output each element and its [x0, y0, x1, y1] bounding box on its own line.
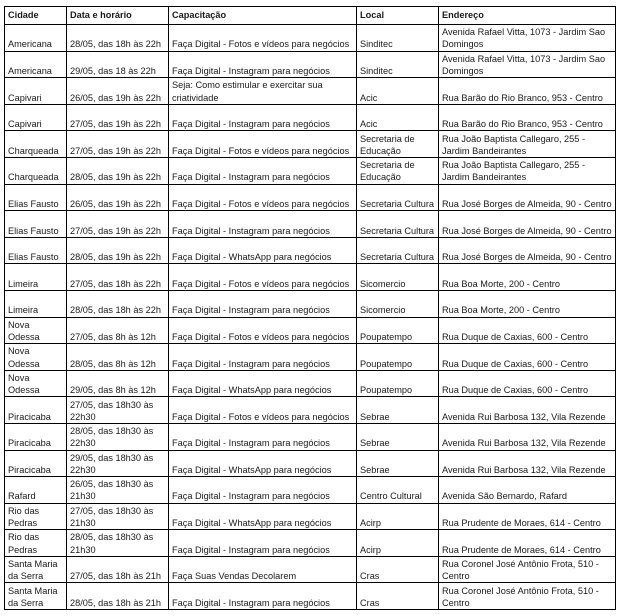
cell-capacitacao: Faça Digital - Fotos e vídeos para negócios: [169, 264, 357, 291]
cell-data-horario: 27/05, das 18h às 22h: [67, 264, 169, 291]
cell-data-horario: 27/05, das 8h às 12h: [67, 317, 169, 344]
cell-local: Sicomercio: [357, 290, 439, 317]
cell-capacitacao: Faça Digital - Instagram para negócios: [169, 583, 357, 610]
cell-cidade: Capivari: [5, 78, 67, 105]
cell-endereco: Rua José Borges de Almeida, 90 - Centro: [439, 237, 616, 264]
cell-data-horario: 27/05, das 19h às 22h: [67, 211, 169, 238]
cell-cidade: Nova Odessa: [5, 370, 67, 397]
cell-cidade: Santa Maria da Serra: [5, 583, 67, 610]
cell-endereco: Rua Duque de Caxias, 600 - Centro: [439, 317, 616, 344]
table-row: [5, 317, 616, 344]
cell-local: Sinditec: [357, 25, 439, 52]
table-row: [5, 290, 616, 317]
cell-data-horario: 27/05, das 19h às 22h: [67, 104, 169, 131]
cell-endereco: Avenida Rui Barbosa 132, Vila Rezende: [439, 397, 616, 424]
cell-endereco: Avenida Rui Barbosa 132, Vila Rezende: [439, 450, 616, 477]
cell-local: Secretaria Cultura: [357, 184, 439, 211]
cell-local: Sebrae: [357, 450, 439, 477]
cell-capacitacao: Faça Digital - Instagram para negócios: [169, 51, 357, 78]
cell-capacitacao: Faça Digital - Fotos e vídeos para negócios: [169, 25, 357, 52]
cell-endereco: Rua João Baptista Callegaro, 255 - Jardim Bandeirantes: [439, 157, 616, 184]
cell-capacitacao: Faça Digital - Fotos e vídeos para negócios: [169, 131, 357, 158]
cell-cidade: Americana: [5, 25, 67, 52]
cell-cidade: Rafard: [5, 477, 67, 504]
cell-cidade: Nova Odessa: [5, 344, 67, 371]
cell-data-horario: 29/05, das 8h às 12h: [67, 370, 169, 397]
cell-capacitacao: Faça Digital - WhatsApp para negócios: [169, 503, 357, 530]
cell-capacitacao: Faça Digital - Instagram para negócios: [169, 104, 357, 131]
cell-capacitacao: Seja: Como estimular e exercitar sua criatividade: [169, 78, 357, 105]
cell-cidade: Piracicaba: [5, 397, 67, 424]
cell-capacitacao: Faça Digital - Fotos e vídeos para negócios: [169, 317, 357, 344]
table-row: [5, 344, 616, 371]
cell-capacitacao: Faça Digital - Instagram para negócios: [169, 290, 357, 317]
table-header-row: [5, 7, 616, 25]
table-row: [5, 51, 616, 78]
cell-local: Secretaria de Educação: [357, 157, 439, 184]
cell-cidade: Charqueada: [5, 157, 67, 184]
cell-local: Centro Cultural: [357, 477, 439, 504]
cell-endereco: Rua João Baptista Callegaro, 255 - Jardim Bandeirantes: [439, 131, 616, 158]
cell-capacitacao: Faça Suas Vendas Decolarem: [169, 556, 357, 583]
table-row: [5, 370, 616, 397]
cell-data-horario: 28/05, das 19h às 22h: [67, 157, 169, 184]
table-row: [5, 104, 616, 131]
cell-data-horario: 26/05, das 19h às 22h: [67, 78, 169, 105]
table-row: [5, 264, 616, 291]
cell-cidade: Santa Maria da Serra: [5, 556, 67, 583]
cell-cidade: Capivari: [5, 104, 67, 131]
cell-cidade: Piracicaba: [5, 450, 67, 477]
cell-data-horario: 28/05, das 8h às 12h: [67, 344, 169, 371]
cell-data-horario: 27/05, das 18h30 às 22h30: [67, 397, 169, 424]
cell-capacitacao: Faça Digital - Instagram para negócios: [169, 344, 357, 371]
cell-capacitacao: Faça Digital - WhatsApp para negócios: [169, 370, 357, 397]
cell-capacitacao: Faça Digital - WhatsApp para negócios: [169, 237, 357, 264]
cell-local: Poupatempo: [357, 370, 439, 397]
cell-local: Sinditec: [357, 51, 439, 78]
table-row: [5, 157, 616, 184]
cell-endereco: Rua Boa Morte, 200 - Centro: [439, 290, 616, 317]
cell-data-horario: 28/05, das 19h às 22h: [67, 237, 169, 264]
table-row: [5, 237, 616, 264]
header-data-horario: Data e horário: [67, 7, 169, 25]
cell-cidade: Piracicaba: [5, 423, 67, 450]
header-local: Local: [357, 7, 439, 25]
cell-local: Acirp: [357, 530, 439, 557]
cell-cidade: Limeira: [5, 290, 67, 317]
cell-local: Secretaria de Educação: [357, 131, 439, 158]
cell-cidade: Limeira: [5, 264, 67, 291]
cell-cidade: Elias Fausto: [5, 184, 67, 211]
cell-cidade: Charqueada: [5, 131, 67, 158]
cell-endereco: Rua Coronel José Antônio Frota, 510 - Centro: [439, 556, 616, 583]
cell-data-horario: 26/05, das 19h às 22h: [67, 184, 169, 211]
table-row: [5, 397, 616, 424]
cell-cidade: Rio das Pedras: [5, 503, 67, 530]
cell-endereco: Rua Coronel José Antônio Frota, 510 - Centro: [439, 583, 616, 610]
cell-capacitacao: Faça Digital - Instagram para negócios: [169, 423, 357, 450]
cell-capacitacao: Faça Digital - Instagram para negócios: [169, 530, 357, 557]
cell-data-horario: 27/05, das 19h às 22h: [67, 131, 169, 158]
cell-data-horario: 27/05, das 18h às 21h: [67, 556, 169, 583]
cell-capacitacao: Faça Digital - Fotos e vídeos para negócios: [169, 397, 357, 424]
cell-endereco: Avenida Rafael Vitta, 1073 - Jardim Sao Domingos: [439, 51, 616, 78]
cell-local: Secretaria Cultura: [357, 237, 439, 264]
table-row: [5, 556, 616, 583]
cell-endereco: Rua Prudente de Moraes, 614 - Centro: [439, 530, 616, 557]
cell-endereco: Rua José Borges de Almeida, 90 - Centro: [439, 184, 616, 211]
cell-endereco: Rua Duque de Caxias, 600 - Centro: [439, 370, 616, 397]
table-row: [5, 450, 616, 477]
table-row: [5, 78, 616, 105]
table-row: [5, 184, 616, 211]
cell-endereco: Rua Barão do Rio Branco, 953 - Centro: [439, 104, 616, 131]
cell-endereco: Rua Duque de Caxias, 600 - Centro: [439, 344, 616, 371]
cell-endereco: Rua Boa Morte, 200 - Centro: [439, 264, 616, 291]
cell-local: Cras: [357, 556, 439, 583]
cell-capacitacao: Faça Digital - Fotos e vídeos para negócios: [169, 184, 357, 211]
schedule-table-container: [4, 6, 616, 610]
header-endereco: Endereço: [439, 7, 616, 25]
cell-data-horario: 29/05, das 18h30 às 22h30: [67, 450, 169, 477]
cell-local: Secretaria Cultura: [357, 211, 439, 238]
cell-cidade: Americana: [5, 51, 67, 78]
cell-capacitacao: Faça Digital - Instagram para negócios: [169, 477, 357, 504]
cell-endereco: Rua José Borges de Almeida, 90 - Centro: [439, 211, 616, 238]
cell-local: Acic: [357, 104, 439, 131]
cell-local: Acirp: [357, 503, 439, 530]
table-row: [5, 530, 616, 557]
cell-local: Poupatempo: [357, 344, 439, 371]
cell-local: Sebrae: [357, 423, 439, 450]
cell-data-horario: 27/05, das 18h30 às 21h30: [67, 503, 169, 530]
cell-data-horario: 29/05, das 18 às 22h: [67, 51, 169, 78]
cell-endereco: Rua Barão do Rio Branco, 953 - Centro: [439, 78, 616, 105]
schedule-table: [4, 6, 616, 610]
table-row: [5, 211, 616, 238]
cell-local: Sebrae: [357, 397, 439, 424]
cell-endereco: Avenida Rafael Vitta, 1073 - Jardim Sao Domingos: [439, 25, 616, 52]
cell-cidade: Elias Fausto: [5, 237, 67, 264]
cell-local: Sicomercio: [357, 264, 439, 291]
cell-cidade: Rio das Pedras: [5, 530, 67, 557]
table-row: [5, 423, 616, 450]
header-cidade: Cidade: [5, 7, 67, 25]
cell-local: Acic: [357, 78, 439, 105]
cell-data-horario: 28/05, das 18h às 22h: [67, 290, 169, 317]
table-row: [5, 503, 616, 530]
table-body: [5, 25, 616, 610]
cell-endereco: Avenida São Bernardo, Rafard: [439, 477, 616, 504]
cell-capacitacao: Faça Digital - Instagram para negócios: [169, 211, 357, 238]
header-capacitacao: Capacitação: [169, 7, 357, 25]
table-row: [5, 131, 616, 158]
cell-capacitacao: Faça Digital - WhatsApp para negócios: [169, 450, 357, 477]
cell-cidade: Elias Fausto: [5, 211, 67, 238]
cell-data-horario: 26/05, das 18h30 às 21h30: [67, 477, 169, 504]
table-row: [5, 25, 616, 52]
table-row: [5, 583, 616, 610]
cell-endereco: Avenida Rui Barbosa 132, Vila Rezende: [439, 423, 616, 450]
cell-local: Poupatempo: [357, 317, 439, 344]
cell-cidade: Nova Odessa: [5, 317, 67, 344]
cell-data-horario: 28/05, das 18h30 às 22h30: [67, 423, 169, 450]
cell-data-horario: 28/05, das 18h às 21h: [67, 583, 169, 610]
cell-endereco: Rua Prudente de Moraes, 614 - Centro: [439, 503, 616, 530]
table-row: [5, 477, 616, 504]
cell-data-horario: 28/05, das 18h30 às 21h30: [67, 530, 169, 557]
cell-data-horario: 28/05, das 18h às 22h: [67, 25, 169, 52]
cell-local: Cras: [357, 583, 439, 610]
cell-capacitacao: Faça Digital - Instagram para negócios: [169, 157, 357, 184]
